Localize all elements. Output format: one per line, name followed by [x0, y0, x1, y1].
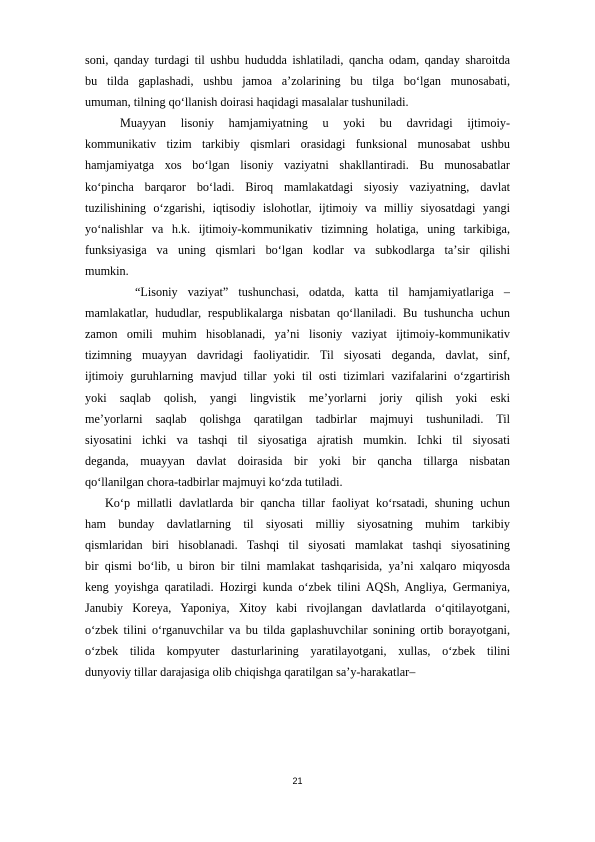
text-line: mamlakatlar, hududlar, respublikalarga nisbatan qoʻllaniladi. Bu tushuncha uchun — [85, 306, 510, 321]
page-number: 21 — [292, 776, 303, 786]
text-line: umuman, tilning qoʻllanish doirasi haqidagi masalalar tushuniladi. — [85, 95, 409, 110]
text-line: siyosatini ichki va tashqi til siyosatiga ajratish mumkin. Ichki til siyosati — [85, 432, 510, 447]
text-line: yoʻnalishlar va h.k. ijtimoiy-kommunikativ tizimning holatiga, uning tarkibiga, — [85, 221, 510, 236]
text-line: qoʻllanilgan chora-tadbirlar majmuyi koʻzda tutiladi. — [85, 474, 343, 489]
text-line: hamjamiyatga xos boʻlgan lisoniy vaziyatni shakllantiradi. Bu munosabatlar — [85, 158, 510, 173]
text-line: meʼyorlarni saqlab qolishga qaratilgan tadbirlar majmuyi tushuniladi. Til — [85, 411, 510, 426]
text-line: Muayyan lisoniy hamjamiyatning u yoki bu davridagi ijtimoiy- — [120, 116, 510, 131]
text-line: koʻpincha barqaror boʻladi. Biroq mamlakatdagi siyosiy vaziyatning, davlat — [85, 179, 510, 194]
text-line: bu tilda gaplashadi, ushbu jamoa aʼzolarining bu tilga boʻlgan munosabati, — [85, 74, 510, 89]
text-line: mumkin. — [85, 263, 129, 278]
text-line: tizimning muayyan davridagi faoliyatidir. Til siyosati deganda, davlat, sinf, — [85, 348, 510, 363]
body-text — [85, 50, 510, 683]
text-line: oʻzbek tilini oʻrganuvchilar va bu tilda gaplashuvchilar sonining ortib borayotgani, — [85, 622, 510, 637]
text-line: tuzilishining oʻzgarishi, iqtisodiy islohotlar, ijtimoiy va milliy siyosatdagi yangi — [85, 200, 510, 215]
text-line: “Lisoniy vaziyat” tushunchasi, odatda, katta til hamjamiyatlariga – — [135, 285, 510, 300]
text-line: bir qismi boʻlib, u biron bir tilni mamlakat tashqarisida, yaʼni xalqaro miqyosda — [85, 559, 510, 574]
text-line: funksiyasiga va uning qismlari boʻlgan kodlar va subkodlarga taʼsir qilishi — [85, 242, 510, 257]
text-line: kommunikativ tizim tarkibiy qismlari orasidagi funksional munosabat ushbu — [85, 137, 510, 152]
text-line: zamon omili muhim hisoblanadi, yaʼni lisoniy vaziyat ijtimoiy-kommunikativ — [85, 327, 510, 342]
text-line: Koʻp millatli davlatlarda bir qancha tillar faoliyat koʻrsatadi, shuning uchun — [105, 495, 510, 510]
text-line: Janubiy Koreya, Yaponiya, Xitoy kabi rivojlangan davlatlarda oʻqitilayotgani, — [85, 601, 510, 616]
text-line: ijtimoiy guruhlarning mavjud tillar yoki til osti tizimlari vazifalarini oʻzgartirish — [85, 369, 510, 384]
text-line: oʻzbek tilida kompyuter dasturlarining yaratilayotgani, xullas, oʻzbek tilini — [85, 643, 510, 658]
text-line: deganda, muayyan davlat doirasida bir yoki bir qancha tillarga nisbatan — [85, 453, 510, 468]
text-line: keng yoyishga qaratiladi. Hozirgi kunda oʻzbek tilini AQSh, Angliya, Germaniya, — [85, 580, 510, 595]
text-line: soni, qanday turdagi til ushbu hududda ishlatiladi, qancha odam, qanday sharoitda — [85, 53, 510, 67]
text-line: yoki saqlab qolish, yangi lingvistik meʼyorlarni joriy qilish yoki eski — [85, 390, 510, 405]
text-line: ham bunday davlatlarning til siyosati milliy siyosatning muhim tarkibiy — [85, 517, 510, 532]
text-line: qismlaridan biri hisoblanadi. Tashqi til siyosati mamlakat tashqi siyosatining — [85, 538, 510, 553]
text-line: dunyoviy tillar darajasiga olib chiqishga qaratilgan saʼy-harakatlar– — [85, 664, 416, 679]
